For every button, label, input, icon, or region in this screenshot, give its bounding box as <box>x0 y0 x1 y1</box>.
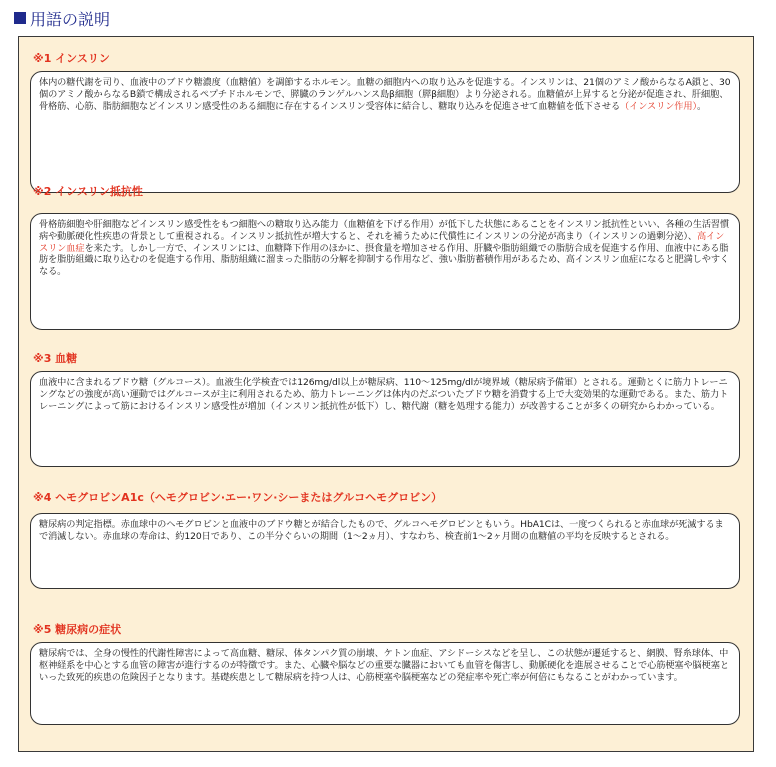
definition-text-hba1c: 糖尿病の判定指標。赤血球中のヘモグロビンと血液中のブドウ糖とが結合したもので、グルコヘモグロビンともいう。HbA1Cは、一度つくられると赤血球が死滅するまで消滅しない。赤血球の寿命は、約120日であり、この半分ぐらいの期間（1〜2ヵ月）、すなわち、検査前1〜2ヶ月間の血糖値の平均を反映するとされる。 <box>39 519 724 542</box>
definition-box-diabetes-symptoms <box>30 642 740 725</box>
definition-box-insulin <box>30 71 740 193</box>
definition-box-blood-sugar <box>30 371 740 467</box>
definition-box-hba1c <box>30 513 740 589</box>
definition-text-diabetes-symptoms: 糖尿病では、全身の慢性的代謝性障害によって高血糖、糖尿、体タンパク質の崩壊、ケトン血症、アシドーシスなどを呈し、この状態が遷延すると、網膜、腎糸球体、中枢神経系を中心とする血管の障害が進行するのが特徴です。また、心臓や脳などの重要な臓器においても血管を傷害し、動脈硬化を進展させることで心筋梗塞や脳梗塞といった致死的疾患の危険因子となります。基礎疾患として糖尿病を持つ人は、心筋梗塞や脳梗塞などの発症率や死亡率が何倍にもなることがわかっています。 <box>39 648 729 683</box>
page-heading <box>14 6 110 30</box>
page-title: 用語の説明 <box>30 9 111 29</box>
definition-text-insulin-resistance: 骨格筋細胞や肝細胞などインスリン感受性をもつ細胞への糖取り込み能力（血糖値を下げる作用）が低下した状態にあることをインスリン抵抗性といい、各種の生活習慣病や動脈硬化性疾患の背景として重視される。インスリン抵抗性が増大すると、それを補うために代償性にインスリンの分泌が高まり（インスリンの過剰分泌）、高インスリン血症を来たす。しかし一方で、インスリンには、血糖降下作用のほかに、摂食量を増加させる作用、肝臓や脂肪組織での脂肪合成を促進する作用、血液中にある脂肪を脂肪組織に取り込むのを促進する作用、脂肪組織に溜まった脂肪の分解を抑制する作用など、強い脂肪蓄積作用があるため、高インスリン血症になると肥満しやすくなる。 <box>39 219 730 278</box>
definition-text-blood-sugar: 血液中に含まれるブドウ糖（グルコース）。血液生化学検査では126mg/dl以上が糖尿病、110〜125mg/dlが境界域（糖尿病予備軍）とされる。運動とくに筋力トレーニングなどの強度が高い運動ではグルコースが主に利用されるため、筋力トレーニングは体内のだぶついたブドウ糖を消費する上で大変効果的な運動である。また、筋力トレーニングによって筋におけるインスリン感受性が増加（インスリン抵抗性が低下）し、糖代謝（糖を処理する能力）が改善することが多くの研究からわかっている。 <box>39 377 729 412</box>
definition-box-insulin-resistance <box>30 213 740 330</box>
section-title-blood-sugar: ※3 血糖 <box>33 352 78 365</box>
section-title-insulin-resistance: ※2 インスリン抵抗性 <box>33 185 143 198</box>
section-title-hba1c: ※4 ヘモグロビンA1c（ヘモグロビン·エー·ワン·シーまたはグルコヘモグロビン） <box>33 491 443 504</box>
section-title-insulin: ※1 インスリン <box>33 52 110 65</box>
highlight-insulin-action: （インスリン作用） <box>620 100 697 112</box>
square-bullet-icon <box>14 12 26 24</box>
section-title-diabetes-symptoms: ※5 糖尿病の症状 <box>33 623 122 636</box>
glossary-panel <box>18 36 754 752</box>
highlight-hyperinsulinemia: 高インスリン血症 <box>39 230 725 254</box>
definition-text-insulin: 体内の糖代謝を司り、血液中のブドウ糖濃度（血糖値）を調節するホルモン。血糖の細胞内への取り込みを促進する。インスリンは、21個のアミノ酸からなるA鎖と、30個のアミノ酸からなるB鎖で構成されるペプチドホルモンで、膵臓のランゲルハンス島β細胞（膵β細胞）より分泌される。血糖値が上昇すると分泌が促進され、肝細胞、骨格筋、心筋、脂肪細胞などインスリン感受性のある細胞に存在するインスリン受容体に結合し、糖取り込みを促進させて血糖値を低下させる（インスリン作用）。 <box>39 77 731 112</box>
